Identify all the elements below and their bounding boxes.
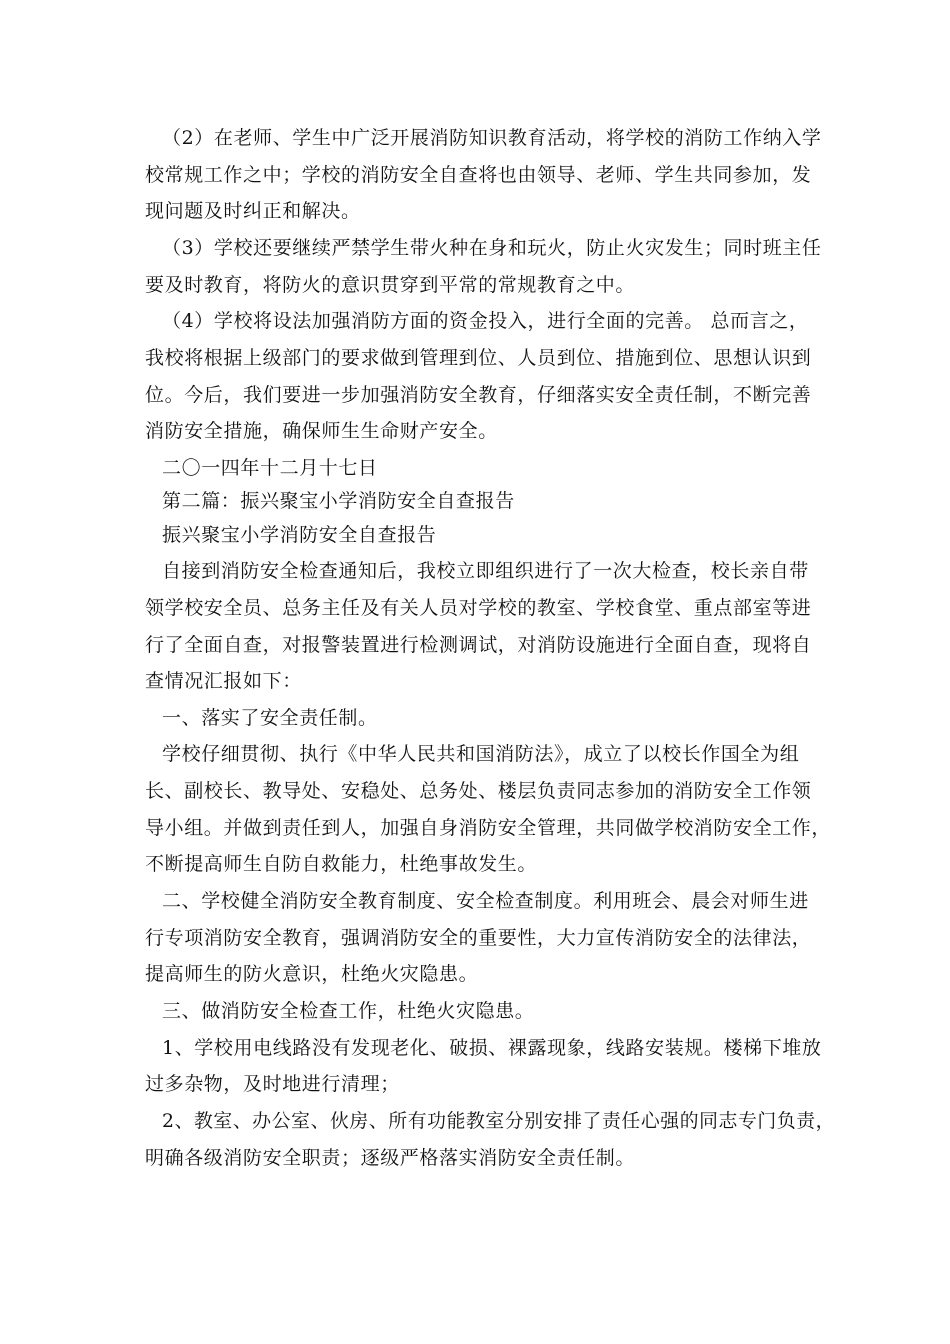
report-title: 振兴聚宝小学消防安全自查报告 xyxy=(162,524,437,546)
text-line: 过多杂物，及时地进行清理； xyxy=(145,1073,400,1095)
text-line: 行了全面自查，对报警装置进行检测调试，对消防设施进行全面自查，现将自 xyxy=(145,634,812,656)
text-line: 1、学校用电线路没有发现老化、破损、裸露现象，线路安装规。楼梯下堆放 xyxy=(162,1037,822,1059)
text-line: 学校仔细贯彻、执行《中华人民共和国消防法》，成立了以校长作国全为组 xyxy=(162,743,800,765)
section-heading: 第二篇：振兴聚宝小学消防安全自查报告 xyxy=(162,490,515,512)
text-line: 明确各级消防安全职责；逐级严格落实消防安全责任制。 xyxy=(145,1147,636,1169)
text-line: 领学校安全员、总务主任及有关人员对学校的教室、学校食堂、重点部室等进 xyxy=(145,597,812,619)
text-line: 2、教室、办公室、伙房、所有功能教室分别安排了责任心强的同志专门负责， xyxy=(162,1110,836,1132)
text-line: 自接到消防安全检查通知后，我校立即组织进行了一次大检查，校长亲自带 xyxy=(162,560,809,582)
text-line: 现问题及时纠正和解决。 xyxy=(145,200,361,222)
text-line: 提高师生的防火意识，杜绝火灾隐患。 xyxy=(145,963,479,985)
text-line: （4）学校将设法加强消防方面的资金投入，进行全面的完善。 总而言之， xyxy=(162,310,809,332)
text-line: 导小组。并做到责任到人，加强自身消防安全管理，共同做学校消防安全工作， xyxy=(145,817,832,839)
text-line: 行专项消防安全教育，强调消防安全的重要性，大力宣传消防安全的法律法， xyxy=(145,927,812,949)
date-line: 二〇一四年十二月十七日 xyxy=(162,457,378,479)
subheading: 一、落实了安全责任制。 xyxy=(162,707,378,729)
text-line: 不断提高师生自防自救能力，杜绝事故发生。 xyxy=(145,853,538,875)
text-line: 要及时教育，将防火的意识贯穿到平常的常规教育之中。 xyxy=(145,274,636,296)
text-line: 校常规工作之中；学校的消防安全自查将也由领导、老师、学生共同参加，发 xyxy=(145,164,812,186)
text-line: （2）在老师、学生中广泛开展消防知识教育活动，将学校的消防工作纳入学 xyxy=(162,127,822,149)
text-line: （3）学校还要继续严禁学生带火种在身和玩火，防止火灾发生；同时班主任 xyxy=(162,237,822,259)
text-line: 查情况汇报如下： xyxy=(145,670,302,692)
text-line: 长、副校长、教导处、安稳处、总务处、楼层负责同志参加的消防安全工作领 xyxy=(145,780,812,802)
text-line: 我校将根据上级部门的要求做到管理到位、人员到位、措施到位、思想认识到 xyxy=(145,347,812,369)
subheading: 三、做消防安全检查工作，杜绝火灾隐患。 xyxy=(162,1000,535,1022)
text-line: 消防安全措施，确保师生生命财产安全。 xyxy=(145,420,498,442)
subheading: 二、学校健全消防安全教育制度、安全检查制度。利用班会、晨会对师生进 xyxy=(162,890,809,912)
text-line: 位。今后，我们要进一步加强消防安全教育，仔细落实安全责任制，不断完善 xyxy=(145,384,812,406)
